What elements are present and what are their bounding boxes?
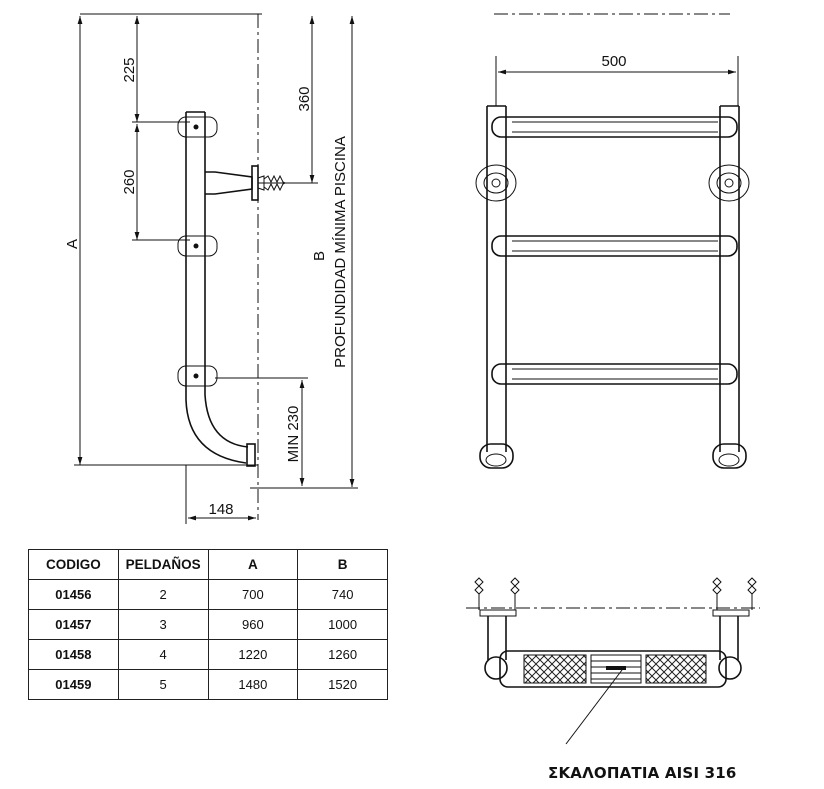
cell-steps: 5 <box>118 670 208 700</box>
cell-code: 01458 <box>29 640 119 670</box>
cell-b: 1000 <box>298 610 388 640</box>
dim-min-230: MIN 230 <box>285 405 302 463</box>
dim-260: 260 <box>121 169 138 195</box>
cell-b: 740 <box>298 580 388 610</box>
cell-a: 700 <box>208 580 298 610</box>
dim-148: 148 <box>208 501 234 518</box>
dim-500: 500 <box>601 53 627 70</box>
cell-b: 1260 <box>298 640 388 670</box>
header-a: A <box>208 550 298 580</box>
cell-code: 01459 <box>29 670 119 700</box>
dim-225: 225 <box>121 57 138 83</box>
pool-depth-label: PROFUNDIDAD MÍNIMA PISCINA <box>332 136 349 368</box>
table-row <box>29 670 388 700</box>
dim-360: 360 <box>296 86 313 112</box>
cell-steps: 3 <box>118 610 208 640</box>
spec-table <box>28 549 388 700</box>
side-view <box>74 14 358 524</box>
tread-material-caption: ΣΚΑΛΟΠΑΤΙΑ AISI 316 <box>548 764 737 782</box>
header-peldanos: PELDAÑOS <box>118 550 208 580</box>
cell-steps: 2 <box>118 580 208 610</box>
cell-a: 1480 <box>208 670 298 700</box>
table-row <box>29 580 388 610</box>
table-row <box>29 610 388 640</box>
table-header-row <box>29 550 388 580</box>
top-view <box>466 578 760 744</box>
table-row <box>29 640 388 670</box>
cell-steps: 4 <box>118 640 208 670</box>
cell-a: 1220 <box>208 640 298 670</box>
front-view <box>476 14 749 468</box>
header-b: B <box>298 550 388 580</box>
cell-code: 01457 <box>29 610 119 640</box>
cell-b: 1520 <box>298 670 388 700</box>
cell-a: 960 <box>208 610 298 640</box>
dim-b: B <box>311 250 328 262</box>
header-codigo: CODIGO <box>29 550 119 580</box>
cell-code: 01456 <box>29 580 119 610</box>
dim-a: A <box>64 238 81 250</box>
